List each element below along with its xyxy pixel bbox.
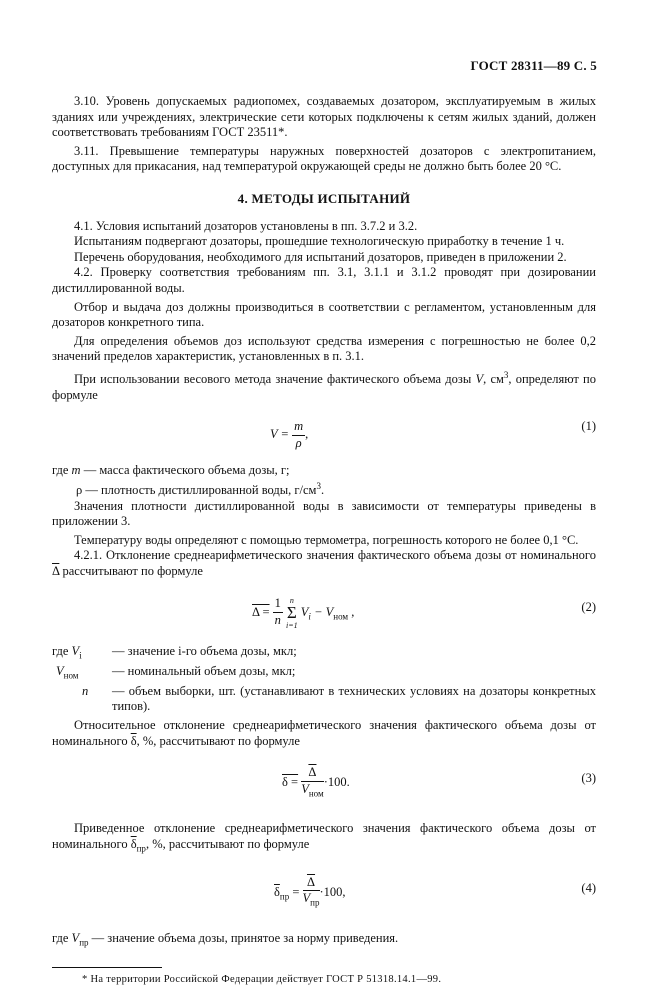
sum-sign: Σ [286,602,297,622]
paragraph-4-1: 4.1. Условия испытаний дозаторов установлены в пп. 3.7.2 и 3.2. [74,218,418,233]
paragraph-3-11: 3.11. Превышение температуры наружных поверхностей дозаторов с электропитанием, доступных для прикасания, над температурой окружающей среды не должно быть более 20 °С. [52,143,596,174]
sum-lower: i=1 [286,620,298,630]
legend-1 [52,463,324,498]
legend-row [52,664,596,684]
formula-lhs: Δ = [252,604,270,619]
symbol-m: m [71,463,81,478]
legend-text: — объем выборки, шт. (устанавливают в технических условиях на дозаторы конкретных типов). [112,683,596,714]
text: . [320,483,325,497]
paragraph-4-2c: Для определения объемов доз используют средства измерения с погрешностью не более 0,2 значений пределов характеристик, установленных в п. 3.1. [52,333,596,364]
paragraph-4-2-1 [52,548,596,579]
legend-row [52,479,324,499]
text: При использовании весового метода значение фактического объема дозы [74,372,476,387]
text: , %, рассчитывают по формуле [136,733,300,748]
subscript: i [308,610,311,621]
subscript: ном [63,670,79,681]
legend-row [52,684,596,715]
paragraph-4-2b: Отбор и выдача доз должны производиться в соответствии с регламентом, установленным для дозаторов конкретного типа. [52,299,596,330]
formula-lhs: V = [270,427,289,442]
paragraph-4-2d [52,368,596,403]
paragraph-3-10: 3.10. Уровень допускаемых радиопомех, создаваемых дозатором, эксплуатируемым в жилых зданиях или учреждениях, электрические сети которых подключены к сетям жилых зданий, должен соответствовать требованиям ГОСТ 23511*. [52,94,596,140]
denominator [303,891,320,911]
denominator-symbol: V [302,891,311,906]
paragraph-4-2: 4.2. Проверку соответствия требованиям пп. 3.1, 3.1.1 и 3.1.2 проводят при дозировании дистиллированной воды. [52,265,596,295]
fraction [303,875,320,912]
formula-2-expr [252,596,354,630]
superscript: 3 [503,369,509,380]
symbol: V [71,643,80,658]
subscript: i [79,650,82,661]
formula-number: (2) [581,599,596,614]
subscript: пр [279,891,290,902]
symbol: n [82,683,89,698]
text: — значение объема дозы, принятое за норму приведения. [88,930,399,945]
formula-number: (1) [581,419,596,434]
footnote: * На территории Российской Федерации действует ГОСТ Р 51318.14.1—99. [82,973,442,985]
formula-number: (4) [581,880,596,895]
legend-2 [52,644,596,715]
symbol-v: V [71,930,80,945]
equals: = [289,885,300,900]
symbol-delta-bar: $\overline{\Delta}$ [52,563,60,578]
subscript: ном [308,788,324,799]
fraction [292,419,305,451]
section-heading: 4. МЕТОДЫ ИСПЫТАНИЙ [237,190,411,206]
superscript: 3 [316,480,321,491]
legend-symbol [52,644,112,664]
footnote-divider [52,967,162,968]
paragraph-relative [52,718,596,749]
legend-row [52,463,324,479]
symbol: V [56,663,64,678]
formula-4-expr [274,875,346,912]
formula-2 [52,590,596,634]
formula-number: (3) [581,771,596,786]
formula-tail: ·100, [319,885,346,900]
paragraph-4-1c: Перечень оборудования, необходимого для испытаний дозаторов, приведен в приложении 2. [74,249,567,264]
symbol-delta-pr: $\overline{\delta}$ [130,836,137,851]
text: рассчитывают по формуле [59,563,203,578]
formula-1 [52,415,596,449]
sum-operator [286,596,298,630]
sum-upper: n [289,595,294,605]
legend-symbol [52,664,112,684]
numerator: 1 [273,596,283,613]
page-header: ГОСТ 28311—89 С. 5 [470,58,597,73]
subscript: пр [79,937,89,948]
numerator: $\overline{\Delta}$ [303,875,320,892]
text: где [52,930,72,945]
fraction [273,596,283,628]
text: — масса фактического объема дозы, г; [80,463,290,478]
formula-tail: , [305,427,309,442]
text: ρ — плотность дистиллированной воды, г/см [76,483,317,497]
term-vi: V [300,604,309,619]
denominator-symbol: V [301,781,309,796]
formula-1-expr [270,419,308,451]
text: , см [483,372,504,387]
text: , определяют по формуле [52,372,596,402]
numerator: $\overline{\Delta}$ [301,765,323,782]
text: Приведенное отклонение среднеарифметического значения фактического объема дозы от номинального [52,821,596,851]
fraction [301,765,323,802]
subscript: пр [310,897,320,908]
text: где [52,643,69,658]
denominator: n [274,613,281,628]
denominator [301,782,323,802]
formula-4 [52,871,596,915]
text: 4.2.1. Отклонение среднеарифметического значения фактического объема дозы от номинального [74,548,596,563]
formula-lhs: δ = [282,775,299,790]
symbol-delta-small: $\overline{\delta}$ [130,733,137,748]
formula-tail: ·100. [323,775,350,790]
text: , %, рассчитывают по формуле [145,836,310,851]
legend-3 [52,931,596,951]
text: где [52,463,72,478]
legend-symbol [52,684,112,715]
formula-3 [52,761,596,805]
numerator: m [292,419,305,436]
formula-lhs: $\overline{\delta}$ [274,885,280,900]
paragraph-4-1b: Испытаниям подвергают дозаторы, прошедшие технологическую приработку в течение 1 ч. [74,234,565,249]
text: Относительное отклонение среднеарифметического значения фактического объема дозы от номинального [52,717,596,748]
symbol-v: V [475,372,484,387]
term-minus: − V [310,604,334,619]
paragraph-4-2f: Температуру воды определяют с помощью термометра, погрешность которого не более 0,1 °С. [74,532,579,547]
legend-text: — значение i-го объема дозы, мкл; [112,643,297,658]
denominator: ρ [295,435,302,450]
legend-row [52,644,596,664]
subscript: ном [333,610,349,621]
paragraph-4-2e: Значения плотности дистиллированной воды в зависимости от температуры приведены в приложении 3. [52,498,596,529]
subscript: пр [136,843,146,854]
formula-tail: , [348,604,355,619]
content [52,94,596,988]
paragraph-reduced [52,821,596,857]
formula-3-expr [282,765,350,802]
legend-text: — номинальный объем дозы, мкл; [112,663,296,678]
